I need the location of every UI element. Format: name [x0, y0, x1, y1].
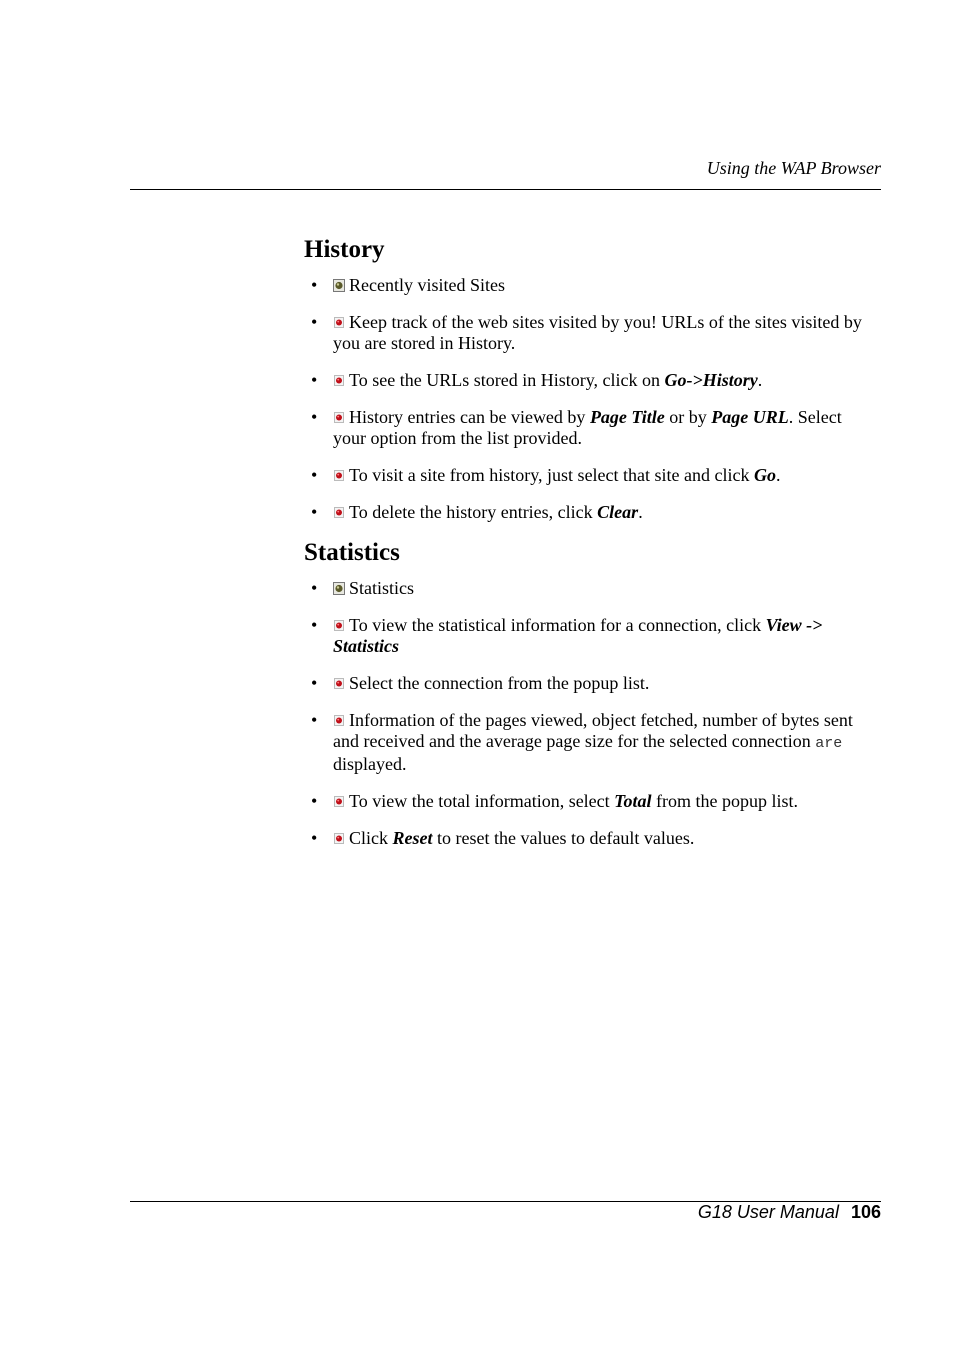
- history-item-4-text: History entries can be viewed by: [349, 407, 590, 427]
- list-item: [304, 791, 864, 812]
- bullet: •: [311, 370, 318, 390]
- list-item: [304, 465, 864, 486]
- bullet: •: [311, 465, 318, 485]
- bullet: •: [311, 312, 318, 332]
- page-number: 106: [850, 1202, 881, 1222]
- list-item: [304, 275, 864, 296]
- option-page-title: Page Title: [589, 407, 665, 427]
- red-bullet-icon: [333, 469, 345, 482]
- statistics-item-6-post: to reset the values to default values.: [432, 828, 695, 848]
- list-item: [304, 710, 864, 775]
- list-item: [304, 828, 864, 849]
- statistics-item-3-text: Select the connection from the popup list.: [349, 673, 650, 693]
- punctuation: .: [638, 502, 643, 522]
- bullet: •: [311, 710, 318, 730]
- manual-title: G18 User Manual: [697, 1202, 839, 1222]
- page-content: [304, 233, 864, 849]
- list-item: [304, 370, 864, 391]
- red-bullet-icon: [333, 677, 345, 690]
- bullet: •: [311, 828, 318, 848]
- bullet: •: [311, 578, 318, 598]
- button-go: Go: [754, 465, 776, 485]
- statistics-item-1-text: Statistics: [349, 578, 415, 598]
- bullet: •: [311, 502, 318, 522]
- red-bullet-icon: [333, 619, 345, 632]
- topic-icon: [333, 279, 345, 292]
- red-bullet-icon: [333, 374, 345, 387]
- statistics-item-6-text: Click: [349, 828, 393, 848]
- bullet: •: [311, 791, 318, 811]
- statistics-item-2-text: To view the statistical information for a connection, click: [349, 615, 766, 635]
- header-rule: [130, 189, 881, 190]
- history-item-3-text: To see the URLs stored in History, click on: [349, 370, 665, 390]
- statistics-item-5-post: from the popup list.: [651, 791, 799, 811]
- punctuation: .: [776, 465, 781, 485]
- list-item: [304, 673, 864, 694]
- history-item-1-text: Recently visited Sites: [349, 275, 505, 295]
- bullet: •: [311, 673, 318, 693]
- history-item-5-text: To visit a site from history, just select that site and click: [349, 465, 754, 485]
- list-item: [304, 578, 864, 599]
- code-are: are: [815, 735, 843, 752]
- statistics-heading: Statistics: [304, 539, 400, 566]
- list-item: [304, 312, 864, 354]
- running-header: Using the WAP Browser: [706, 158, 881, 178]
- list-item: [304, 615, 864, 657]
- red-bullet-icon: [333, 795, 345, 808]
- history-item-4-post: . Select your option from the list provided.: [333, 407, 842, 448]
- page-footer: [698, 1202, 881, 1223]
- statistics-list: [304, 578, 864, 849]
- statistics-item-4-text: Information of the pages viewed, object fetched, number of bytes sent and received and the average page size for the selected connection: [333, 710, 853, 751]
- punctuation: .: [757, 370, 763, 390]
- menu-path-go-history: Go->History: [664, 370, 758, 390]
- red-bullet-icon: [333, 411, 345, 424]
- list-item: [304, 407, 864, 449]
- bullet: •: [311, 615, 318, 635]
- red-bullet-icon: [333, 506, 345, 519]
- button-clear: Clear: [597, 502, 639, 522]
- history-heading: History: [304, 236, 385, 263]
- topic-icon: [333, 582, 345, 595]
- red-bullet-icon: [333, 316, 345, 329]
- red-bullet-icon: [333, 714, 345, 727]
- history-item-6-text: To delete the history entries, click: [349, 502, 598, 522]
- statistics-item-4-post: displayed.: [333, 754, 407, 774]
- statistics-item-5-text: To view the total information, select: [349, 791, 615, 811]
- history-item-4-mid: or by: [664, 407, 712, 427]
- button-reset: Reset: [392, 828, 433, 848]
- list-item: [304, 502, 864, 523]
- menu-path-view-statistics: View -> Statistics: [333, 615, 823, 656]
- history-list: [304, 275, 864, 523]
- option-page-url: Page URL: [711, 407, 789, 427]
- history-item-2-text: Keep track of the web sites visited by you! URLs of the sites visited by you are stored in History.: [333, 312, 862, 353]
- red-bullet-icon: [333, 832, 345, 845]
- option-total: Total: [614, 791, 652, 811]
- bullet: •: [311, 407, 318, 427]
- bullet: •: [311, 275, 318, 295]
